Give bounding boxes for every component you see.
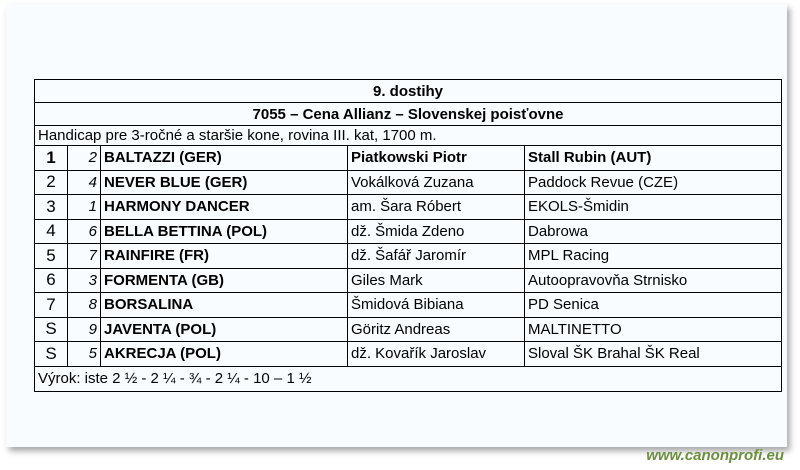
position: 7: [35, 293, 68, 318]
jockey: dž. Šafář Jaromír: [348, 244, 525, 269]
verdict: Výrok: iste 2 ½ - 2 ¼ - ¾ - 2 ¼ - 10 – 1 ½: [35, 366, 782, 391]
horse-name: AKRECJA (POL): [101, 342, 348, 367]
start-number: 2: [68, 146, 101, 171]
horse-name: FORMENTA (GB): [101, 268, 348, 293]
owner: EKOLS-Šmidin: [525, 195, 782, 220]
table-row: [35, 244, 782, 269]
horse-name: RAINFIRE (FR): [101, 244, 348, 269]
race-name: 7055 – Cena Allianz – Slovenskej poisťovne: [35, 103, 782, 126]
horse-name: BELLA BETTINA (POL): [101, 219, 348, 244]
jockey: am. Šara Róbert: [348, 195, 525, 220]
jockey: Piatkowski Piotr: [348, 146, 525, 171]
table-row: [35, 317, 782, 342]
owner: Sloval ŠK Brahal ŠK Real: [525, 342, 782, 367]
watermark: www.canonprofi.eu: [646, 447, 784, 464]
table-row: [35, 195, 782, 220]
jockey: Vokálková Zuzana: [348, 170, 525, 195]
jockey: dž. Šmida Zdeno: [348, 219, 525, 244]
table-row: [35, 170, 782, 195]
start-number: 5: [68, 342, 101, 367]
owner: Paddock Revue (CZE): [525, 170, 782, 195]
document-card: [6, 4, 787, 447]
owner: MALTINETTO: [525, 317, 782, 342]
start-number: 1: [68, 195, 101, 220]
table-row: [35, 293, 782, 318]
position: 1: [35, 146, 68, 171]
owner: PD Senica: [525, 293, 782, 318]
start-number: 4: [68, 170, 101, 195]
owner: Autoopravovňa Strnisko: [525, 268, 782, 293]
owner: MPL Racing: [525, 244, 782, 269]
position: 2: [35, 170, 68, 195]
results-table: [34, 79, 782, 392]
horse-name: HARMONY DANCER: [101, 195, 348, 220]
table-row: [35, 146, 782, 171]
race-title: 9. dostihy: [35, 80, 782, 103]
jockey: Šmidová Bibiana: [348, 293, 525, 318]
start-number: 9: [68, 317, 101, 342]
position: 6: [35, 268, 68, 293]
start-number: 7: [68, 244, 101, 269]
jockey: Göritz Andreas: [348, 317, 525, 342]
horse-name: BALTAZZI (GER): [101, 146, 348, 171]
table-row: [35, 219, 782, 244]
owner: Stall Rubin (AUT): [525, 146, 782, 171]
position: 3: [35, 195, 68, 220]
horse-name: NEVER BLUE (GER): [101, 170, 348, 195]
start-number: 6: [68, 219, 101, 244]
table-row: [35, 268, 782, 293]
horse-name: JAVENTA (POL): [101, 317, 348, 342]
position: 4: [35, 219, 68, 244]
owner: Dabrowa: [525, 219, 782, 244]
horse-name: BORSALINA: [101, 293, 348, 318]
start-number: 3: [68, 268, 101, 293]
jockey: dž. Kovařík Jaroslav: [348, 342, 525, 367]
position: 5: [35, 244, 68, 269]
table-row: [35, 342, 782, 367]
position: S: [35, 317, 68, 342]
position: S: [35, 342, 68, 367]
race-description: Handicap pre 3-ročné a staršie kone, rovina III. kat, 1700 m.: [35, 126, 782, 146]
start-number: 8: [68, 293, 101, 318]
jockey: Giles Mark: [348, 268, 525, 293]
